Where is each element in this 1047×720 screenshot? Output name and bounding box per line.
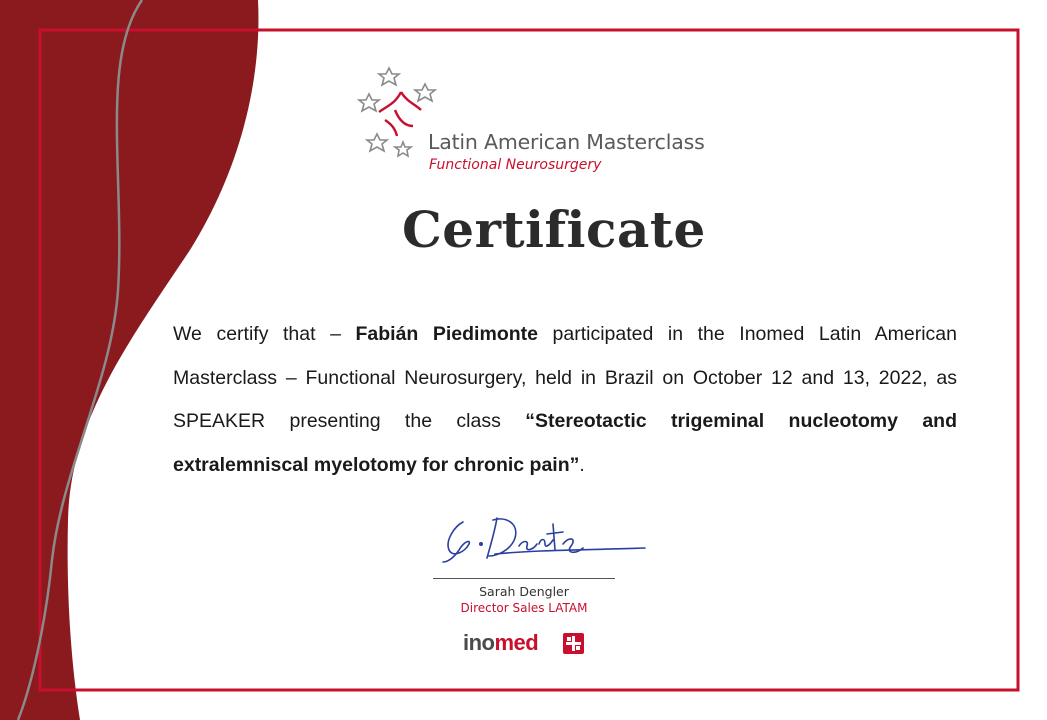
handwritten-signature — [435, 510, 650, 575]
logo-subtitle: Functional Neurosurgery — [429, 157, 602, 173]
signature-line — [433, 578, 615, 579]
certificate-heading: Certificate — [402, 200, 706, 259]
body-intro: We certify that – — [173, 323, 356, 345]
inomed-logo — [463, 630, 538, 656]
body-end: . — [579, 453, 585, 476]
body-middle: participated in the Inomed Latin American Masterclass – Functional Neurosurgery, held in Brazil on October 12 and 13, 2022, as SPEAKER presenting the class — [173, 323, 958, 432]
logo-title: Latin American Masterclass — [428, 130, 705, 154]
certificate-body — [173, 313, 957, 487]
inomed-cross-icon — [563, 633, 584, 654]
brand-text-part1: ino — [463, 630, 495, 655]
class-title: “Stereotactic trigeminal nucleotomy and extralemniscal myelotomy for chronic pain” — [173, 410, 958, 476]
signer-role: Director Sales LATAM — [460, 601, 588, 615]
participant-name: Fabián Piedimonte — [355, 323, 538, 345]
signer-name: Sarah Dengler — [479, 584, 569, 599]
brand-text-part2: med — [494, 630, 539, 655]
